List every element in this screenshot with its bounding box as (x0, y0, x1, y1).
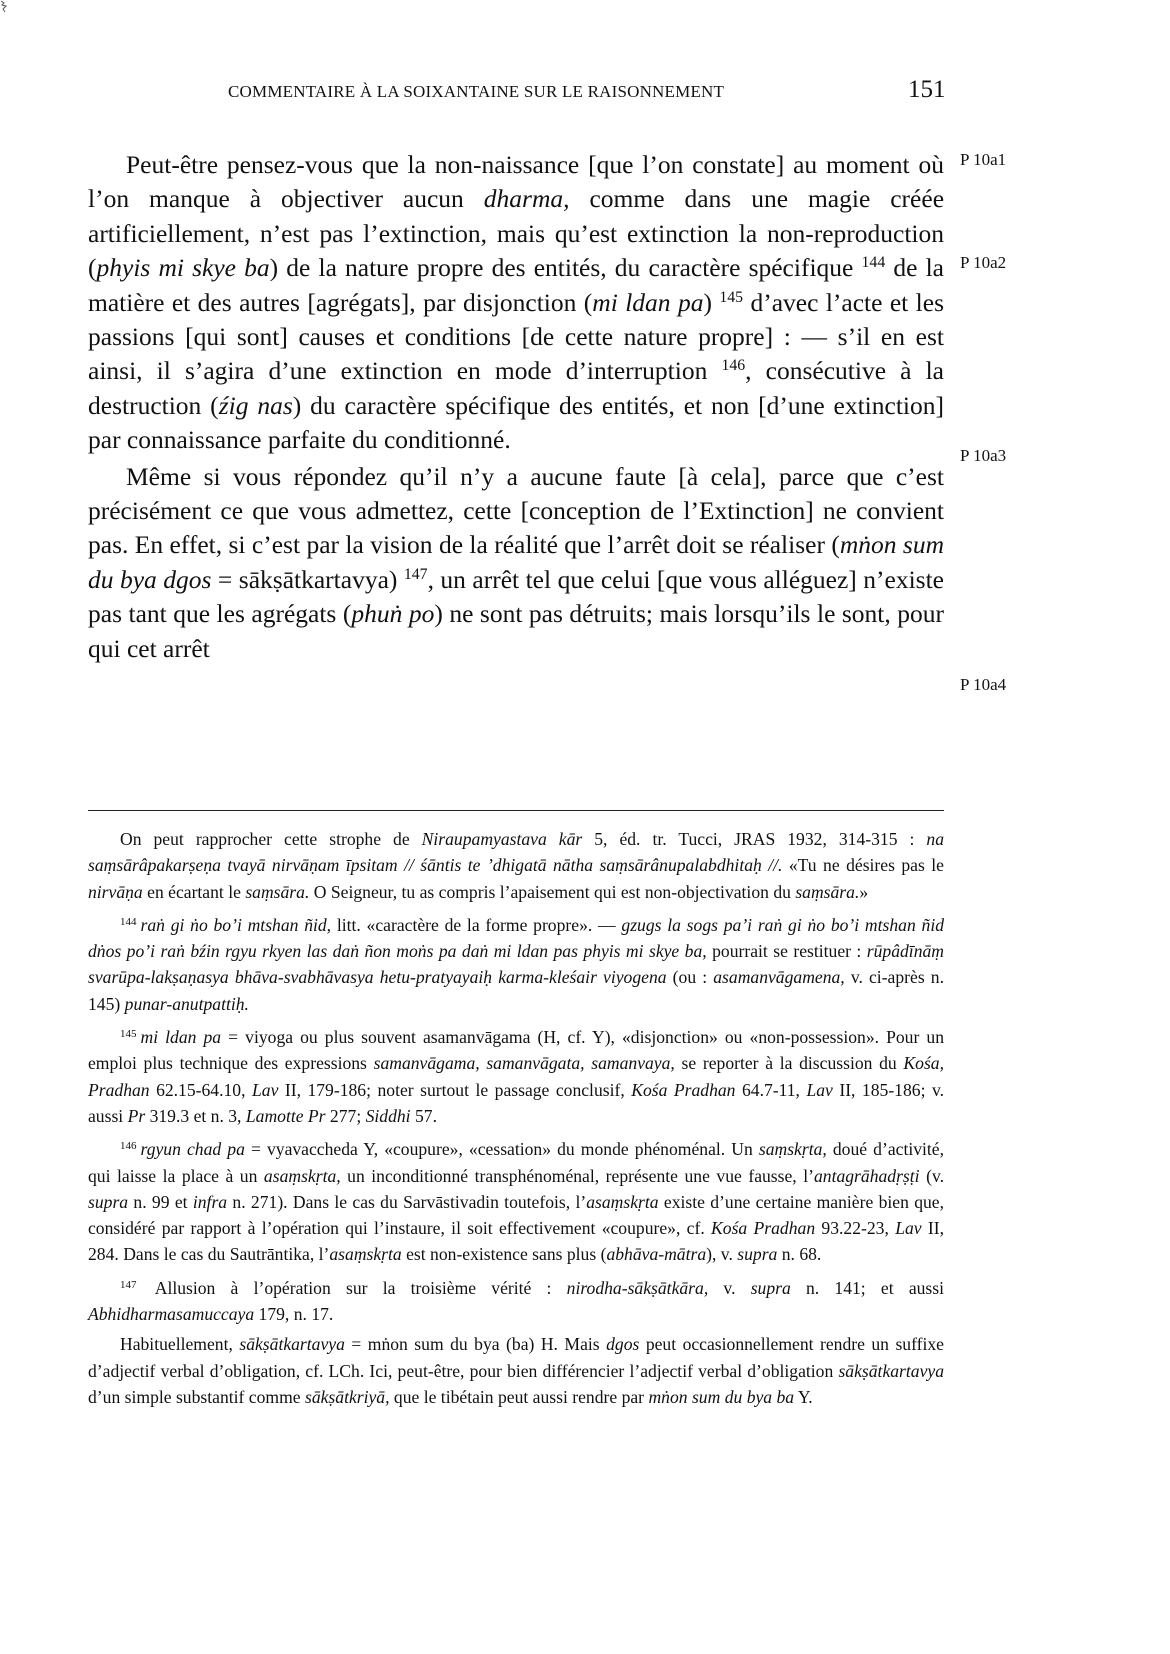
scan-speck-mark (0, 0, 10, 14)
footnote-ref-147: 147 (403, 565, 428, 583)
footnote-145: $^{145}$ mi ldan pa = viyoga ou plus souvent asamanvāgama (H, cf. Y), «disjonction» ou «non-possession». Pour un emploi plus technique des expressions samanvāgama, samanvāgata, samanvaya, se reporter à la discussion du Kośa, Pradhan 62.15-64.10, Lav II, 179-186; noter surtout le passage conclusif, Kośa Pradhan 64.7-11, Lav II, 185-186; v. aussi Pr 319.3 et n. 3, Lamotte Pr 277; Siddhi 57. (88, 1027, 944, 1126)
footnotes (88, 826, 944, 1410)
footnote-ref-146: 146 (721, 357, 746, 375)
footnote-147-continued: Habituellement, sākṣātkartavya = mṅon sum du bya (ba) H. Mais dgos peut occasionnellement rendre un suffixe d’adjectif verbal d’obligation, cf. LCh. Ici, peut-être, pour bien différencier l’adjectif verbal d’obligation sākṣātkartavya d’un simple substantif comme sākṣātkriyā, que le tibétain peut aussi rendre par mṅon sum du bya ba Y. (88, 1334, 944, 1407)
footnote-separator (88, 810, 944, 811)
footnote-ref-144: 144 (861, 254, 886, 272)
margin-ref: P 10a3 (960, 446, 1007, 465)
margin-ref: P 10a4 (960, 675, 1007, 694)
paragraph-1: Peut-être pensez-vous que la non-naissance [que l’on constate] au moment où l’on manque à objectiver aucun dharma, comme dans une magie créée artificiellement, n’est pas l’extinction, mais qu’est extinction la non-reproduction (phyis mi skye ba) de la nature propre des entités, du caractère spécifique $^{144}$ de la matière et des autres [agrégats], par disjonction (mi ldan pa) $^{145}$ d’avec l’acte et les passions [qui sont] causes et conditions [de cette nature propre] : — s’il en est ainsi, il s’agira d’une extinction en mode d’interruption $^{146}$, consécutive à la destruction (źig nas) du caractère spécifique des entités, et non [d’une extinction] par connaissance parfaite du conditionné. (88, 150, 945, 455)
main-text (88, 148, 944, 666)
paragraph-2: Même si vous répondez qu’il n’y a aucune faute [à cela], parce que c’est précisément ce que vous admettez, cette [conception de l’Extinction] ne convient pas. En effet, si c’est par la vision de la réalité que l’arrêt doit se réaliser (mṅon sum du bya dgos = sākṣātkartavya) $^{147}$, un arrêt tel que celui [que vous alléguez] n’existe pas tant que les agrégats (phuṅ po) ne sont pas détruits; mais lorsqu’ils le sont, pour qui cet arrêt (88, 461, 945, 663)
margin-ref: P 10a1 (960, 150, 1007, 169)
footnote-147: $^{147}$ Allusion à l’opération sur la troisième vérité : nirodha-sākṣātkāra, v. supra n. 141; et aussi Abhidharmasamuccaya 179, n. 17. (88, 1277, 945, 1325)
footnote-144: $^{144}$ raṅ gi ṅo bo’i mtshan ñid, litt. «caractère de la forme propre». — gzugs la sogs pa’i raṅ gi ṅo bo’i mtshan ñid dṅos po’i raṅ bźin rgyu rkyen las daṅ ñon moṅs pa daṅ mi ldan pas phyis mi skye ba, pourrait se restituer : rūpâdīnāṃ svarūpa-lakṣaṇasya bhāva-svabhāvasya hetu-pratyayaiḥ karma-kleśair viyogena (ou : asamanvāgamena, v. ci-après n. 145) punar-anutpattiḥ. (88, 914, 945, 1014)
running-title: COMMENTAIRE À LA SOIXANTAINE SUR LE RAISONNEMENT (228, 82, 725, 101)
page-number: 151 (908, 76, 946, 103)
footnote-continued: On peut rapprocher cette strophe de Niraupamyastava kār 5, éd. tr. Tucci, JRAS 1932, 314-315 : na saṃsārâpakarṣeṇa tvayā nirvāṇam īpsitam // śāntis te ’dhigatā nātha saṃsārânupalabdhitaḥ //. «Tu ne désires pas le nirvāṇa en écartant le saṃsāra. O Seigneur, tu as compris l’apaisement qui est non-objectivation du saṃsāra.» (88, 829, 944, 902)
footnote-146: $^{146}$ rgyun chad pa = vyavaccheda Y, «coupure», «cessation» du monde phénoménal. Un saṃskṛta, doué d’activité, qui laisse la place à un asaṃskṛta, un inconditionné transphénoménal, représente une vue fausse, l’antagrāhadṛṣṭi (v. supra n. 99 et infra n. 271). Dans le cas du Sarvāstivadin toutefois, l’asaṃskṛta existe d’une certaine manière bien que, considéré par rapport à l’opération qui l’instaure, il soit effectivement «coupure», cf. Kośa Pradhan 93.22-23, Lav II, 284. Dans le cas du Sautrāntika, l’asaṃskṛta est non-existence sans plus (abhāva-mātra), v. supra n. 68. (88, 1139, 945, 1265)
margin-ref: P 10a2 (960, 253, 1007, 272)
footnote-ref-145: 145 (719, 288, 744, 306)
